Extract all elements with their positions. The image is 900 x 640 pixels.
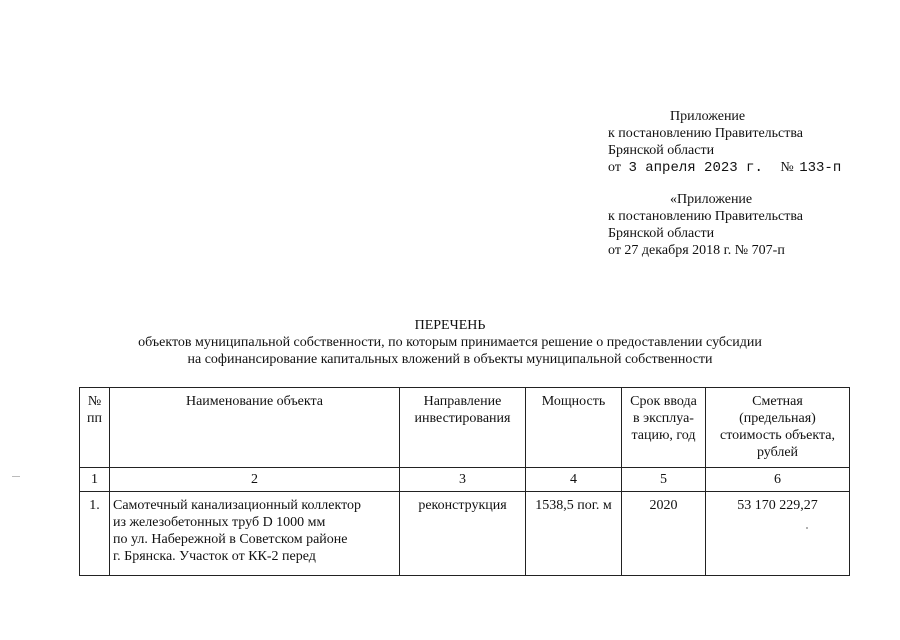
original-approval-block: [608, 191, 803, 259]
approval-block: [608, 108, 841, 177]
header-name: Наименование объекта: [110, 388, 400, 468]
table-header-row: [80, 388, 850, 468]
column-numbers-row: [80, 468, 850, 492]
approval-date-line: [608, 159, 841, 177]
approval-line-2: Брянской области: [608, 143, 715, 158]
original-approval-line-3: от 27 декабря 2018 г. № 707-п: [608, 243, 785, 258]
header-num: № пп: [80, 388, 110, 468]
approval-number-prefix: №: [780, 160, 794, 175]
original-approval-heading: «Приложение: [670, 192, 753, 207]
approval-heading: Приложение: [670, 109, 746, 124]
column-number: 5: [622, 468, 706, 492]
scan-edge-mark: [12, 476, 20, 477]
row-direction: реконструкция: [400, 492, 526, 576]
approval-line-1: к постановлению Правительства: [608, 126, 804, 141]
column-number: 1: [80, 468, 110, 492]
column-number: 3: [400, 468, 526, 492]
row-num: 1.: [80, 492, 110, 576]
approval-date-prefix: от: [608, 160, 621, 175]
column-number: 2: [110, 468, 400, 492]
table-row: [80, 492, 850, 576]
document-title: [60, 317, 840, 368]
scan-speck: [806, 527, 808, 529]
row-cost: 53 170 229,27: [706, 492, 850, 576]
original-approval-line-2: Брянской области: [608, 226, 715, 241]
header-term: Срок ввода в эксплуа- тацию, год: [622, 388, 706, 468]
column-number: 4: [526, 468, 622, 492]
objects-table: [79, 387, 850, 576]
original-approval-line-1: к постановлению Правительства: [608, 209, 804, 224]
approval-date-value: 3 апреля 2023 г.: [628, 160, 763, 176]
header-cost: Сметная (предельная) стоимость объекта, рублей: [706, 388, 850, 468]
column-number: 6: [706, 468, 850, 492]
header-direction: Направление инвестирования: [400, 388, 526, 468]
row-capacity: 1538,5 пог. м: [526, 492, 622, 576]
title-line-1: объектов муниципальной собственности, по которым принимается решение о предоставлении субсидии: [138, 335, 762, 350]
row-name: Самотечный канализационный коллектор из железобетонных труб D 1000 мм по ул. Набережной в Советском районе г. Брянска. Участок от КК-2 перед: [110, 492, 400, 576]
header-capacity: Мощность: [526, 388, 622, 468]
title-main: ПЕРЕЧЕНЬ: [414, 318, 486, 333]
title-line-2: на софинансирование капитальных вложений в объекты муниципальной собственности: [187, 352, 713, 367]
approval-number-value: 133-п: [799, 160, 842, 176]
row-term: 2020: [622, 492, 706, 576]
